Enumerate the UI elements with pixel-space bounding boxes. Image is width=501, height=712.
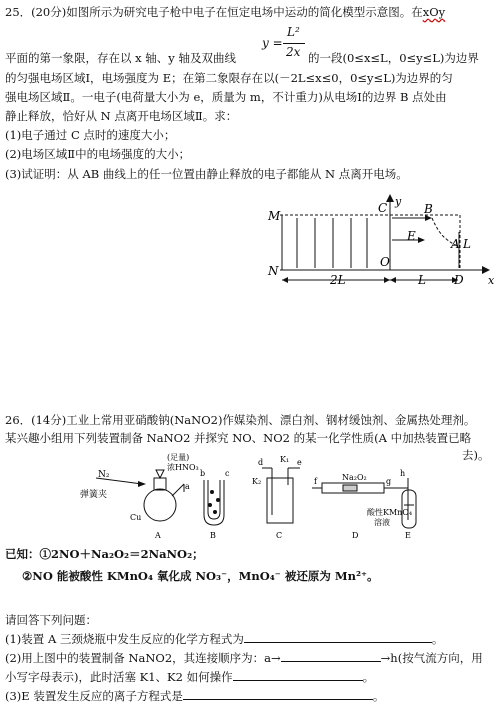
label-B: B [424, 202, 433, 216]
label-K1: K₁ [280, 455, 290, 464]
label-h: h [400, 469, 406, 478]
label-acid: (足量) [167, 453, 190, 462]
q26-line2: 某兴趣小组用下列装置制备 NaNO2 并探究 NO、NO2 的某一化学性质(A 中加热装置已略 [5, 431, 472, 445]
label-b: b [200, 469, 206, 478]
q25-sub1: (1)电子通过 C 点时的速度大小； [5, 128, 176, 142]
label-x: x [488, 274, 495, 287]
label-f: f [314, 477, 317, 486]
label-2L: 2L [330, 273, 346, 287]
known-line2: ②NO 能被酸性 KMnO₄ 氧化成 NO₃⁻，MnO₄⁻ 被还原为 Mn²⁺。 [22, 569, 379, 583]
label-acid2: 浓HNO₃ [167, 463, 199, 472]
label-E: E [407, 229, 416, 243]
label-part-A: A [155, 531, 161, 540]
q25-line2-head: 平面的第一象限，存在以 x 轴、y 轴及双曲线 [5, 51, 236, 65]
label-L-horiz: L [418, 273, 426, 287]
known-line1: 已知：①2NO＋Na₂O₂＝2NaNO₂； [5, 547, 204, 561]
label-d: d [258, 458, 264, 467]
label-kmno4: 酸性KMnO₄ [367, 508, 413, 517]
q26-line3: 去)。 [462, 448, 490, 462]
label-O: O [380, 255, 390, 269]
label-part-D: D [352, 531, 359, 540]
label-sol: 溶液 [374, 518, 390, 527]
label-g: g [386, 477, 392, 486]
label-c: c [225, 469, 230, 478]
q26-p2c: 小写字母表示)，此时活塞 K1、K2 如何操作 。 [5, 670, 375, 684]
label-D: D [454, 273, 464, 287]
label-L-vert: L [463, 237, 471, 251]
label-e: e [297, 458, 302, 467]
answer-blank-4[interactable] [183, 688, 373, 700]
q25-sub3: (3)试证明：从 AB 曲线上的任一位置由静止释放的电子都能从 N 点离开电场。 [5, 167, 408, 181]
q26-line1: 26．(14分)工业上常用亚硝酸钠(NaNO2)作媒染剂、漂白剂、钢材缓蚀剂、金属热处理剂。 [5, 413, 476, 427]
q26-p1: (1)装置 A 三颈烧瓶中发生反应的化学方程式为 。 [5, 632, 444, 646]
label-M: M [268, 209, 281, 223]
label-y: y [395, 195, 402, 208]
label-K2: K₂ [252, 477, 262, 486]
label-Na2O2: Na₂O₂ [342, 473, 367, 482]
label-part-C: C [276, 531, 283, 540]
q25-line1: 25．(20分)如图所示为研究电子枪中电子在恒定电场中运动的简化模型示意图。在xOy [5, 5, 446, 19]
answer-blank-1[interactable] [244, 631, 432, 643]
label-N: N [268, 264, 279, 278]
label-C: C [378, 201, 388, 215]
q25-line3: 的匀强电场区域Ⅰ，电场强度为 E；在第二象限存在以(－2L≤x≤0，0≤y≤L)为边界的匀 [5, 71, 453, 85]
label-part-E: E [405, 531, 411, 540]
q26-prompt: 请回答下列问题： [5, 613, 97, 627]
q25-line4: 强电场区域Ⅱ。一电子(电荷量大小为 e，质量为 m，不计重力)从电场Ⅰ的边界 B 点处由 [5, 90, 447, 104]
q26-p3: (3)E 装置发生反应的离子方程式是 。 [5, 689, 385, 703]
label-A: A [451, 237, 460, 251]
q25-line5: 静止释放，恰好从 N 点离开电场区域Ⅱ。求： [5, 109, 238, 123]
answer-blank-3[interactable] [233, 669, 363, 681]
answer-blank-2[interactable] [281, 650, 381, 662]
label-part-B: B [210, 531, 216, 540]
label-a: a [185, 482, 190, 491]
label-spring: 弹簧夹 [80, 490, 108, 500]
label-N2: N₂ [98, 470, 110, 480]
q26-p2: (2)用上图中的装置制备 NaNO2，其连接顺序为：a→ →h(按气流方向，用 [5, 651, 483, 665]
q25-line2-tail: 的一段(0≤x≤L，0≤y≤L)为边界 [308, 51, 479, 65]
q25-sub2: (2)电场区域Ⅱ中的电场强度的大小； [5, 147, 191, 161]
label-Cu: Cu [130, 513, 142, 522]
